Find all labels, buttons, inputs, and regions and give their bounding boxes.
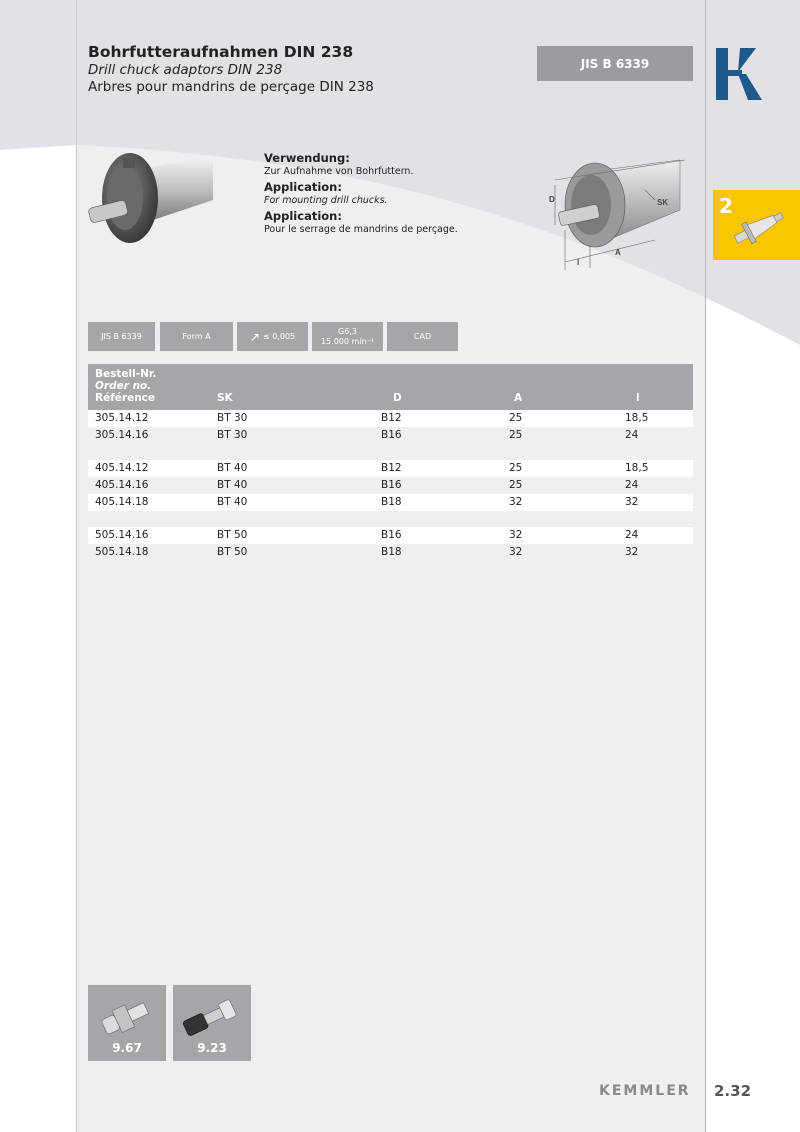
drawing-label-l: l bbox=[577, 258, 580, 267]
cell-d: B12 bbox=[381, 412, 402, 424]
cell-order: 505.14.16 bbox=[95, 529, 149, 541]
cell-sk: BT 50 bbox=[217, 529, 248, 541]
cell-l: 24 bbox=[625, 429, 639, 441]
cell-l: 24 bbox=[625, 479, 639, 491]
cell-sk: BT 40 bbox=[217, 462, 248, 474]
cell-order: 505.14.18 bbox=[95, 546, 149, 558]
table-row[interactable] bbox=[88, 527, 693, 544]
header-a: A bbox=[514, 392, 523, 404]
cell-sk: BT 40 bbox=[217, 496, 248, 508]
spec-balance-grade: G6,3 bbox=[338, 326, 357, 336]
table-row[interactable] bbox=[88, 460, 693, 477]
kemmler-logo-icon bbox=[716, 48, 762, 100]
header-d: D bbox=[393, 392, 402, 404]
title-german: Bohrfutteraufnahmen DIN 238 bbox=[88, 43, 354, 61]
chapter-number: 2 bbox=[719, 194, 733, 218]
left-rule bbox=[76, 0, 77, 1132]
right-rule bbox=[705, 0, 706, 1132]
header-l: l bbox=[636, 392, 640, 404]
cell-d: B12 bbox=[381, 462, 402, 474]
standard-badge: JIS B 6339 bbox=[537, 46, 693, 81]
crossref-label: 9.67 bbox=[112, 1041, 142, 1055]
usage-heading-french: Application: bbox=[264, 209, 342, 223]
cell-a: 25 bbox=[509, 429, 523, 441]
cell-sk: BT 50 bbox=[217, 546, 248, 558]
header-order-french: Référence bbox=[95, 392, 156, 404]
technical-drawing bbox=[545, 150, 695, 280]
cell-order: 405.14.12 bbox=[95, 462, 149, 474]
cell-l: 18,5 bbox=[625, 462, 649, 474]
usage-text-french: Pour le serrage de mandrins de perçage. bbox=[264, 224, 458, 235]
cell-sk: BT 30 bbox=[217, 429, 248, 441]
group-gap bbox=[88, 444, 693, 460]
cell-sk: BT 30 bbox=[217, 412, 248, 424]
group-gap bbox=[88, 511, 693, 527]
header-order-german: Bestell-Nr. bbox=[95, 368, 157, 380]
cell-a: 25 bbox=[509, 412, 523, 424]
cell-d: B16 bbox=[381, 429, 402, 441]
crossref-label: 9.23 bbox=[197, 1041, 227, 1055]
spec-runout bbox=[237, 322, 308, 351]
crossref-9-23[interactable] bbox=[173, 985, 251, 1061]
cell-d: B16 bbox=[381, 529, 402, 541]
title-french: Arbres pour mandrins de perçage DIN 238 bbox=[88, 79, 374, 95]
runout-arrow-icon: ↗ bbox=[249, 329, 260, 344]
cad-button[interactable]: CAD bbox=[387, 322, 458, 351]
retention-knob-icon bbox=[88, 989, 166, 1045]
usage-heading-english: Application: bbox=[264, 180, 342, 194]
cell-a: 25 bbox=[509, 479, 523, 491]
spec-form: Form A bbox=[160, 322, 233, 351]
table-row[interactable] bbox=[88, 427, 693, 444]
cell-d: B18 bbox=[381, 546, 402, 558]
cell-order: 405.14.18 bbox=[95, 496, 149, 508]
chapter-tab[interactable] bbox=[713, 190, 800, 260]
header-sk: SK bbox=[217, 392, 233, 404]
title-block bbox=[88, 43, 374, 96]
product-photo bbox=[85, 148, 225, 258]
header-order-english: Order no. bbox=[95, 380, 152, 392]
drawing-label-sk: SK bbox=[657, 198, 669, 207]
crossref-9-67[interactable] bbox=[88, 985, 166, 1061]
title-english: Drill chuck adaptors DIN 238 bbox=[88, 62, 283, 78]
usage-text-english: For mounting drill chucks. bbox=[264, 195, 388, 206]
page-number: 2.32 bbox=[714, 1082, 752, 1100]
pull-stud-icon bbox=[173, 989, 251, 1045]
table-row[interactable] bbox=[88, 494, 693, 511]
product-table bbox=[88, 364, 693, 561]
usage-section bbox=[264, 151, 458, 238]
cell-d: B18 bbox=[381, 496, 402, 508]
table-row[interactable] bbox=[88, 544, 693, 561]
tool-holder-icon bbox=[727, 202, 793, 252]
spec-standard: JIS B 6339 bbox=[88, 322, 155, 351]
spec-balance bbox=[312, 322, 383, 351]
cell-sk: BT 40 bbox=[217, 479, 248, 491]
cell-order: 405.14.16 bbox=[95, 479, 149, 491]
table-row[interactable] bbox=[88, 477, 693, 494]
cell-l: 18,5 bbox=[625, 412, 649, 424]
drawing-label-a: A bbox=[615, 248, 621, 257]
cell-a: 32 bbox=[509, 546, 523, 558]
cell-d: B16 bbox=[381, 479, 402, 491]
cell-l: 32 bbox=[625, 546, 639, 558]
cell-order: 305.14.12 bbox=[95, 412, 149, 424]
spec-balance-speed: 15.000 min⁻¹ bbox=[320, 336, 375, 346]
spec-runout-value: ≤ 0,005 bbox=[262, 331, 296, 341]
brand-name: KEMMLER bbox=[599, 1083, 691, 1099]
cell-l: 32 bbox=[625, 496, 639, 508]
cell-a: 32 bbox=[509, 529, 523, 541]
usage-text-german: Zur Aufnahme von Bohrfuttern. bbox=[264, 166, 414, 177]
table-header bbox=[88, 364, 693, 410]
cell-a: 32 bbox=[509, 496, 523, 508]
cell-l: 24 bbox=[625, 529, 639, 541]
usage-heading-german: Verwendung: bbox=[264, 151, 350, 165]
drawing-label-d: D bbox=[549, 195, 555, 204]
table-row[interactable] bbox=[88, 410, 693, 427]
cell-a: 25 bbox=[509, 462, 523, 474]
cell-order: 305.14.16 bbox=[95, 429, 149, 441]
